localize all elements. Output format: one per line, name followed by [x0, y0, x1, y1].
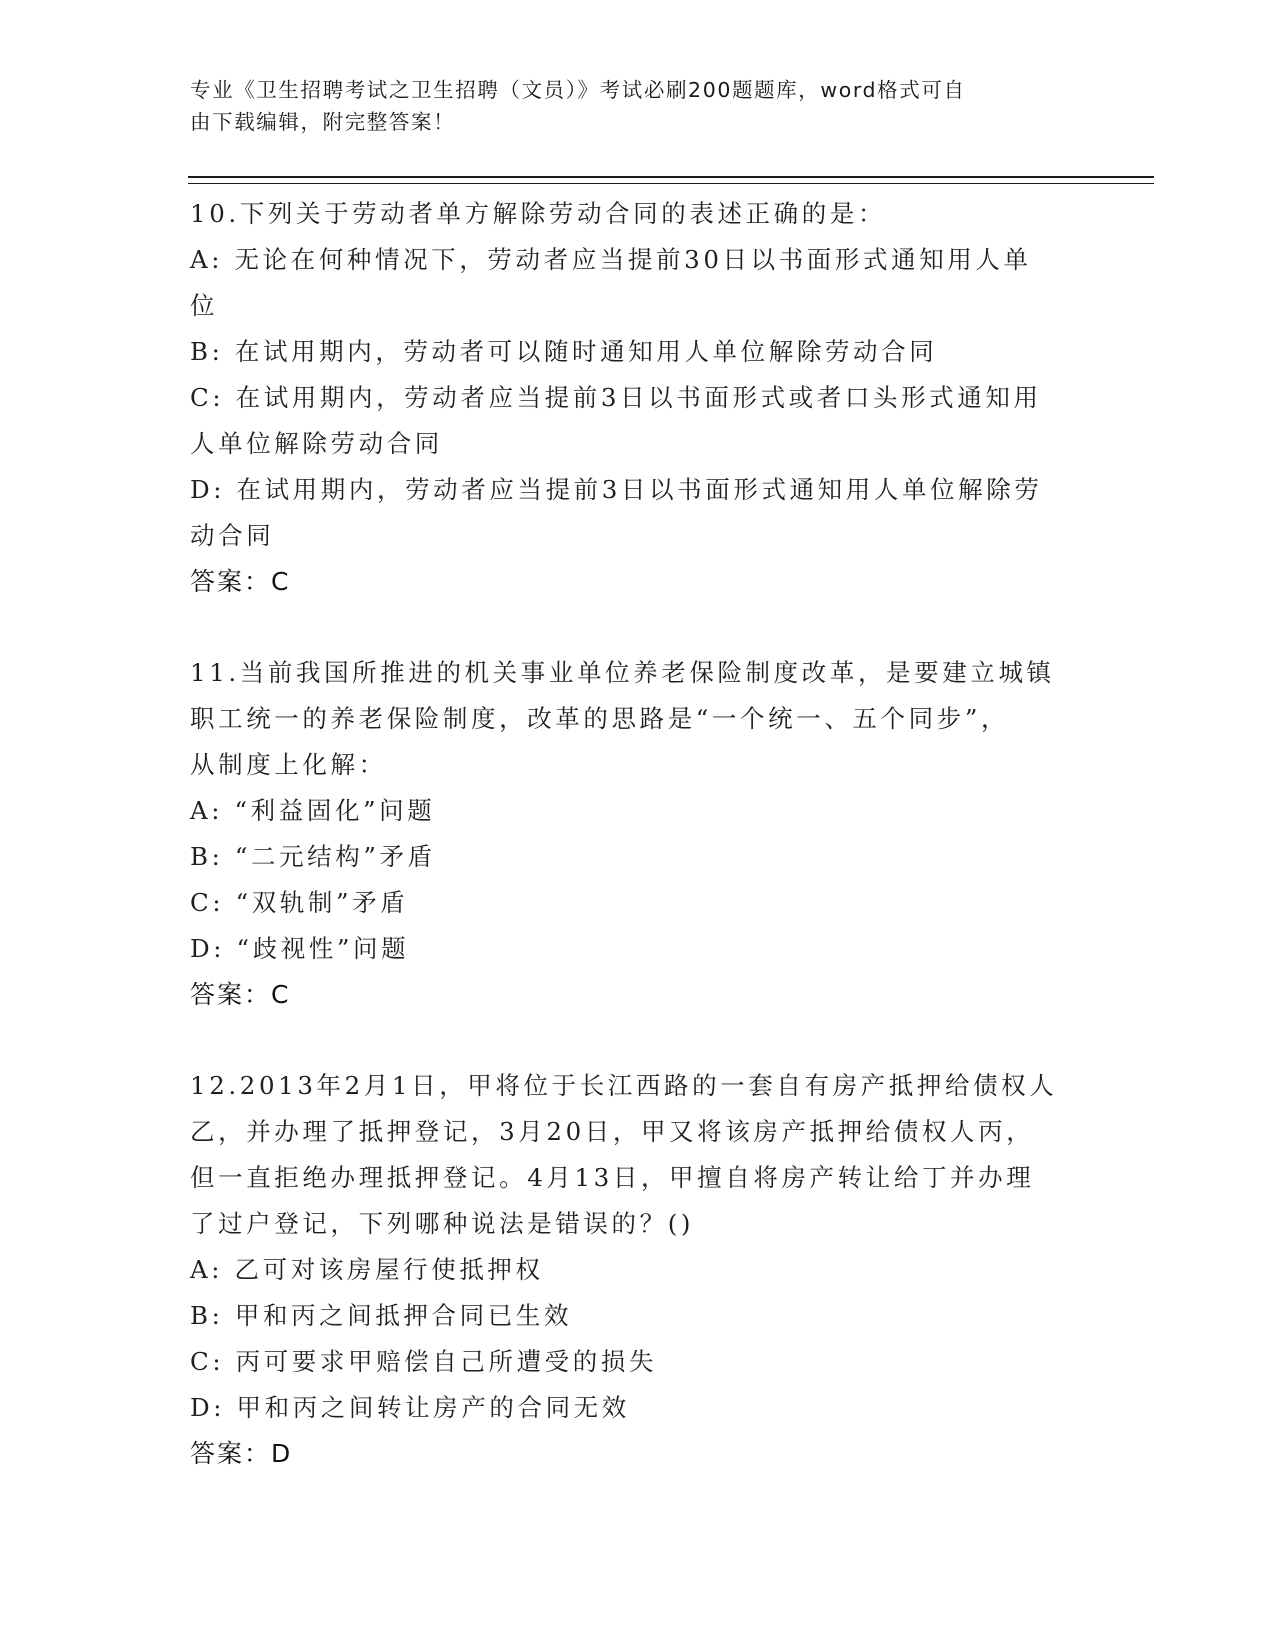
question-11-stem: 11.当前我国所推进的机关事业单位养老保险制度改革，是要建立城镇 [190, 658, 1055, 687]
question-10-answer: 答案：C [190, 567, 291, 596]
header-title-line-2: 由下载编辑，附完整答案！ [190, 110, 456, 134]
header-title-line-1: 专业《卫生招聘考试之卫生招聘（文员）》考试必刷200题题库，word格式可自 [190, 78, 966, 102]
question-10-option-c-cont: 人单位解除劳动合同 [190, 429, 443, 458]
question-11-option-b: B: “二元结构”矛盾 [190, 842, 436, 871]
question-12-option-a: A: 乙可对该房屋行使抵押权 [190, 1255, 544, 1284]
question-12-stem-cont-2: 但一直拒绝办理抵押登记。4月13日，甲擅自将房产转让给丁并办理 [190, 1163, 1035, 1192]
question-12-option-d: D: 甲和丙之间转让房产的合同无效 [190, 1393, 630, 1422]
question-12-stem-cont-1: 乙，并办理了抵押登记，3月20日，甲又将该房产抵押给债权人丙， [190, 1117, 1035, 1146]
header-divider-thick [188, 176, 1154, 178]
question-10 [190, 191, 1090, 605]
question-10-option-d-cont: 动合同 [190, 521, 275, 550]
question-11-option-a: A: “利益固化”问题 [190, 796, 436, 825]
question-11-option-c: C: “双轨制”矛盾 [190, 888, 409, 917]
question-11-option-d: D: “歧视性”问题 [190, 934, 410, 963]
question-10-option-b: B: 在试用期内，劳动者可以随时通知用人单位解除劳动合同 [190, 337, 938, 366]
question-12-option-b: B: 甲和丙之间抵押合同已生效 [190, 1301, 573, 1330]
question-12-stem-cont-3: 了过户登记，下列哪种说法是错误的？() [190, 1209, 695, 1238]
question-12-option-c: C: 丙可要求甲赔偿自己所遭受的损失 [190, 1347, 658, 1376]
question-12 [190, 1063, 1090, 1477]
header-divider-thin [188, 183, 1154, 184]
question-10-option-a-cont: 位 [190, 291, 219, 320]
question-11-stem-cont-1: 职工统一的养老保险制度，改革的思路是“一个统一、五个同步”， [190, 704, 1010, 733]
document-header [190, 74, 1100, 138]
question-12-answer: 答案：D [190, 1439, 293, 1468]
question-10-option-c: C: 在试用期内，劳动者应当提前3日以书面形式或者口头形式通知用 [190, 383, 1042, 412]
question-list [190, 191, 1090, 1522]
question-10-stem: 10.下列关于劳动者单方解除劳动合同的表述正确的是： [190, 199, 887, 228]
question-11-stem-cont-2: 从制度上化解： [190, 750, 387, 779]
question-10-option-d: D: 在试用期内，劳动者应当提前3日以书面形式通知用人单位解除劳 [190, 475, 1043, 504]
question-12-stem: 12.2013年2月1日，甲将位于长江西路的一套自有房产抵押给债权人 [190, 1071, 1058, 1100]
question-11 [190, 650, 1090, 1018]
question-10-option-a: A: 无论在何种情况下，劳动者应当提前30日以书面形式通知用人单 [190, 245, 1032, 274]
question-11-answer: 答案：C [190, 980, 291, 1009]
